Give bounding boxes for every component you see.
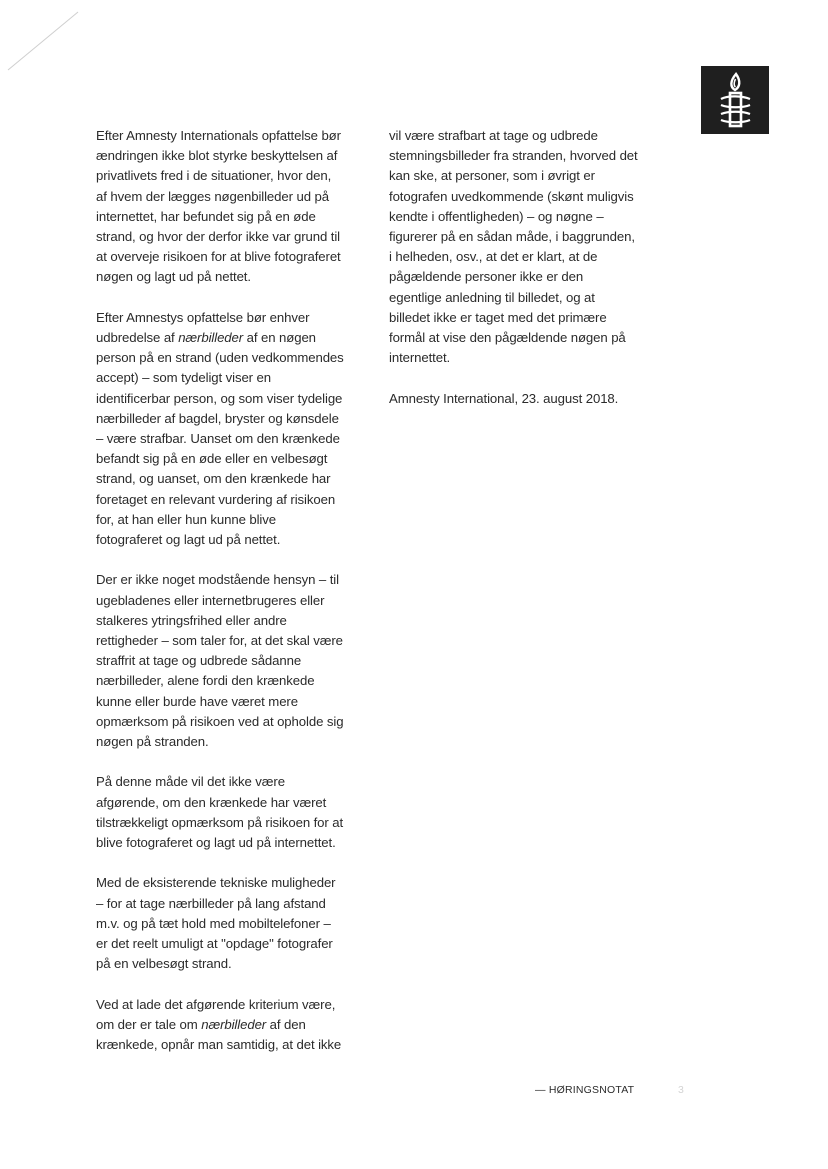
paragraph-1: Efter Amnesty Internationals opfattelse bør ændringen ikke blot styrke beskyttelsen af privatlivets fred i de situationer, hvor den, af hvem der lægges nøgenbilleder ud på internettet, har befundet sig på en øde strand, og hvor der derfor ikke var grund til at overveje risikoen for at blive fotograferet nøgen og lagt ud på nettet.	[96, 128, 341, 285]
paragraph-continued: vil være strafbart at tage og udbrede stemningsbilleder fra stranden, hvorved det kan ske, at personer, som i øvrigt er fotografen uvedkommende (skønt muligvis kendte i offentligheden) – og nøgne – figurerer på en sådan måde, i baggrunden, i helheden, osv., at det er klart, at de pågældende personer ikke er den egentlige anledning til billedet, og at billedet ikke er taget med det primære formål at vise den pågældende nøgen på internettet.	[389, 128, 638, 366]
page-number: 3	[678, 1084, 684, 1096]
paragraph-2-part-1: Efter Amnestys opfattelse bør enhver udbredelse af	[96, 309, 310, 346]
paragraph-5: Med de eksisterende tekniske muligheder – for at tage nærbilleder på lang afstand m.v. og på tæt hold med mobiltelefoner – er det reelt umuligt at "opdage" fotografer på en velbesøgt strand.	[96, 875, 336, 972]
scan-corner-line	[6, 10, 86, 72]
paragraph-4: På denne måde vil det ikke være afgørende, om den krænkede har været tilstrækkeligt opmærksom på risikoen for at blive fotograferet og lagt ud på internettet.	[96, 774, 344, 851]
amnesty-candle-logo	[701, 66, 769, 134]
left-text-column	[96, 126, 344, 1075]
paragraph-3: Der er ikke noget modstående hensyn – til ugebladenes eller internetbrugeres eller stalkeres ytringsfrihed eller andre rettigheder – som taler for, at det skal være straffrit at tage og udbrede sådanne nærbilleder, alene fordi den krænkede kunne eller burde have været mere opmærksom på risikoen ved at opholde sig nøgen på stranden.	[96, 572, 344, 750]
signature-line: Amnesty International, 23. august 2018.	[389, 390, 619, 406]
paragraph-2-emphasis: nærbilleder	[178, 330, 244, 346]
paragraph-6-part-1: Ved at lade det afgørende kriterium være, om der er tale om	[96, 996, 336, 1032]
paragraph-6	[96, 995, 344, 1056]
candle-icon	[701, 66, 769, 134]
paragraph-2	[96, 308, 344, 550]
paragraph-2-part-2: af en nøgen person på en strand (uden vedkommendes accept) – som tydeligt viser en identificerbar person, og som viser tydelige nærbilleder af bagdel, bryster og kønsdele – være strafbar. Uanset om den krænkede befandt sig på en øde eller en velbesøgt strand, og uanset, om den krænkede har foretaget en relevant vurdering af risikoen for, at han eller hun kunne blive fotograferet og lagt ud på nettet.	[96, 330, 344, 548]
footer-document-label: — HØRINGSNOTAT	[535, 1084, 635, 1096]
paragraph-6-part-2: af den krænkede, opnår man samtidig, at det ikke	[96, 1016, 342, 1053]
paragraph-6-emphasis: nærbilleder	[201, 1016, 267, 1032]
right-text-column	[389, 126, 639, 429]
